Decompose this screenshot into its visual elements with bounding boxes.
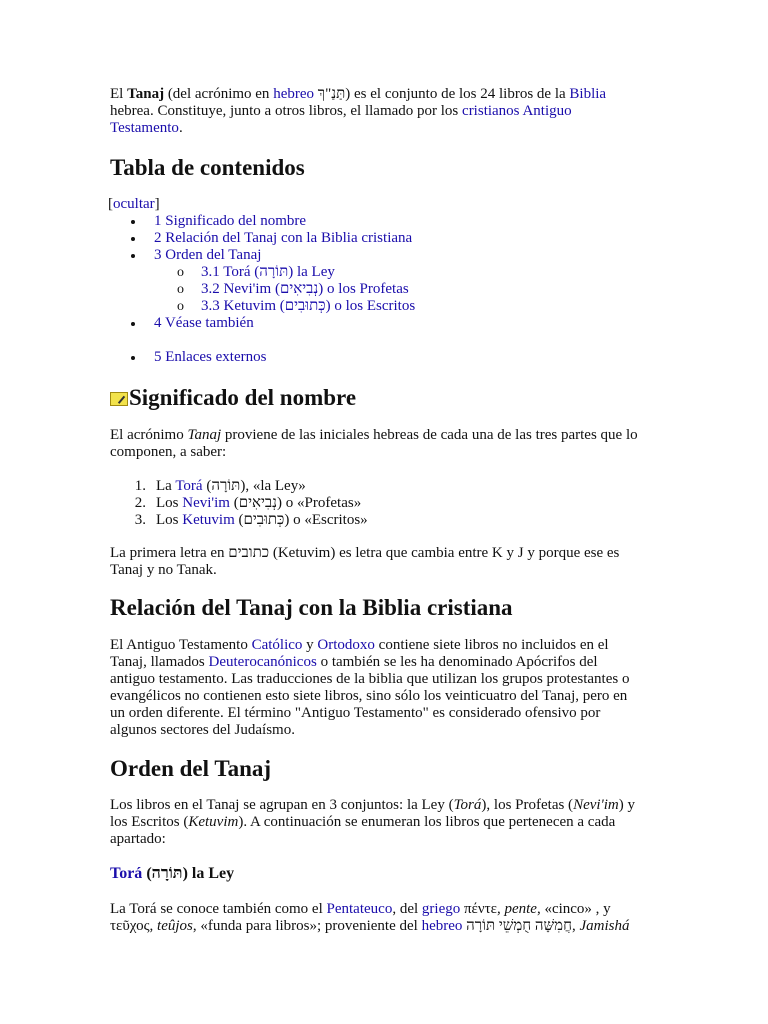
toc-item-enlaces[interactable]: 5 Enlaces externos xyxy=(154,349,267,365)
heading-text: Significado del nombre xyxy=(129,385,357,410)
text: y xyxy=(302,637,318,653)
paragraph-line: Tanaj y no Tanak. xyxy=(110,562,217,578)
list-number: 1. xyxy=(134,478,146,494)
italic-term: Nevi'im xyxy=(573,797,619,813)
bullet xyxy=(131,356,135,360)
text: , «cinco» , y xyxy=(536,901,611,917)
intro-text: . xyxy=(178,120,183,136)
link-antiguo-testamento-2[interactable]: Testamento xyxy=(110,120,179,136)
text: ), los Profetas ( xyxy=(481,797,574,813)
link-cristianos[interactable]: cristianos xyxy=(462,103,520,119)
text: (כְּתוּבִים) o «Escritos» xyxy=(234,512,368,528)
broken-image-icon xyxy=(110,392,128,406)
italic-term: Ketuvim xyxy=(188,814,239,830)
paragraph-line: antiguo testamento. Las traducciones de la biblia que utilizan los grupos protestantes o xyxy=(110,671,630,687)
intro-line-1 xyxy=(110,86,606,103)
italic-term: Torá xyxy=(453,797,482,813)
link-deuterocanonicos[interactable]: Deuterocanónicos xyxy=(208,654,317,670)
toc-title: Tabla de contenidos xyxy=(110,155,305,180)
link-hebreo-2[interactable]: hebreo xyxy=(421,918,463,934)
text: contiene siete libros no incluidos en el xyxy=(374,637,609,653)
paragraph-line: La primera letra en כתובים (Ketuvim) es letra que cambia entre K y J y porque ese es xyxy=(110,545,620,561)
intro-text: (del acrónimo en xyxy=(164,86,274,102)
intro-line-3 xyxy=(110,120,183,137)
italic-term: Jamishá xyxy=(579,918,630,934)
paragraph-line: un orden diferente. El término "Antiguo Testamento" es considerado ofensivo por xyxy=(110,705,601,721)
text: El acrónimo xyxy=(110,427,188,443)
link-ortodoxo[interactable]: Ortodoxo xyxy=(317,637,375,653)
italic-term: Tanaj xyxy=(187,427,222,443)
text: , «funda para libros»; proveniente del xyxy=(192,918,422,934)
section-heading-orden: Orden del Tanaj xyxy=(110,756,272,781)
text: ) y xyxy=(618,797,636,813)
list-number: 2. xyxy=(134,495,146,511)
text: (נְבִיאִים) o «Profetas» xyxy=(229,495,362,511)
text: proviene de las iniciales hebreas de cada una de las tres partes que lo xyxy=(221,427,638,443)
link-neviim[interactable]: Nevi'im xyxy=(182,495,230,511)
link-griego[interactable]: griego xyxy=(421,901,461,917)
paragraph-line: apartado: xyxy=(110,831,166,847)
circle-bullet: o xyxy=(177,282,184,297)
text: o también se les ha denominado Apócrifos del xyxy=(316,654,598,670)
intro-text: El xyxy=(110,86,128,102)
list-item xyxy=(156,478,306,495)
text: Los xyxy=(156,512,183,528)
paragraph-line: componen, a saber: xyxy=(110,444,227,460)
toc-item-significado[interactable]: 1 Significado del nombre xyxy=(154,213,307,229)
list-item xyxy=(156,495,361,512)
text: , del xyxy=(392,901,422,917)
toc-item-neviim[interactable]: 3.2 Nevi'im (נְבִיאִים) o los Profetas xyxy=(201,281,409,297)
text: Los xyxy=(156,495,183,511)
bullet xyxy=(131,254,135,258)
link-catolico[interactable]: Católico xyxy=(251,637,303,653)
text: πέντε, xyxy=(460,901,505,917)
subsection-heading-tora xyxy=(110,865,234,883)
link-pentateuco[interactable]: Pentateuco xyxy=(326,901,393,917)
circle-bullet: o xyxy=(177,265,184,280)
paragraph-line: algunos sectores del Judaísmo. xyxy=(110,722,295,738)
text: La Torá se conoce también como el xyxy=(110,901,327,917)
paragraph-line xyxy=(110,814,615,831)
text: τεῦχος, xyxy=(110,918,158,934)
list-number: 3. xyxy=(134,512,146,528)
text: ). A continuación se enumeran los libros que pertenecen a cada xyxy=(238,814,616,830)
circle-bullet: o xyxy=(177,299,184,314)
paragraph-line xyxy=(110,637,609,654)
text: Tanaj, llamados xyxy=(110,654,209,670)
text: El Antiguo Testamento xyxy=(110,637,252,653)
section-heading-relacion: Relación del Tanaj con la Biblia cristiana xyxy=(110,595,513,620)
text: los Escritos ( xyxy=(110,814,189,830)
text: (תּוֹרָה), «la Ley» xyxy=(202,478,306,494)
intro-term: Tanaj xyxy=(127,86,165,102)
toc-item-relacion[interactable]: 2 Relación del Tanaj con la Biblia cristiana xyxy=(154,230,413,246)
link-biblia[interactable]: Biblia xyxy=(569,86,607,102)
bullet xyxy=(131,220,135,224)
link-tora-heading[interactable]: Torá xyxy=(110,865,143,882)
paragraph-line: evangélicos no contienen esto siete libros, sino sólo los veinticuatro del Tanaj, pero en xyxy=(110,688,628,704)
link-antiguo-testamento[interactable]: Antiguo xyxy=(522,103,572,119)
bracket: [ xyxy=(108,196,113,212)
text: חֲמִשָּׁה חֻמְשֵׁי תּוֹרָה, xyxy=(462,918,580,934)
toc-toggle xyxy=(108,196,160,213)
link-ketuvim[interactable]: Ketuvim xyxy=(182,512,235,528)
toc-item-vease[interactable]: 4 Véase también xyxy=(154,315,254,331)
paragraph-line xyxy=(110,654,598,671)
toc-item-ketuvim[interactable]: 3.3 Ketuvim (כְּתוּבִים) o los Escritos xyxy=(201,298,416,314)
intro-line-2 xyxy=(110,103,572,120)
section-heading-significado xyxy=(110,385,356,411)
link-tora[interactable]: Torá xyxy=(175,478,203,494)
paragraph-line xyxy=(110,918,629,935)
toc-item-orden[interactable]: 3 Orden del Tanaj xyxy=(154,247,262,263)
intro-text: hebrea. Constituye, junto a otros libros, el llamado por los xyxy=(110,103,463,119)
toc-item-tora[interactable]: 3.1 Torá (תּוֹרָה) la Ley xyxy=(201,264,335,280)
link-hebreo[interactable]: hebreo xyxy=(273,86,314,102)
paragraph-line xyxy=(110,797,635,814)
italic-term: teûjos xyxy=(157,918,193,934)
text: La xyxy=(156,478,176,494)
list-item xyxy=(156,512,368,529)
bullet xyxy=(131,322,135,326)
toc-hide-link[interactable]: ocultar xyxy=(113,196,155,212)
bullet xyxy=(131,237,135,241)
paragraph-line xyxy=(110,901,611,918)
paragraph-line xyxy=(110,427,638,444)
bracket: ] xyxy=(154,196,160,212)
text: Los libros en el Tanaj se agrupan en 3 conjuntos: la Ley ( xyxy=(110,797,454,813)
heading-text: (תּוֹרָה) la Ley xyxy=(142,865,235,882)
italic-term: pente xyxy=(504,901,537,917)
intro-text: תַּנַ"ךְ) es el conjunto de los 24 libros de la xyxy=(314,86,570,102)
